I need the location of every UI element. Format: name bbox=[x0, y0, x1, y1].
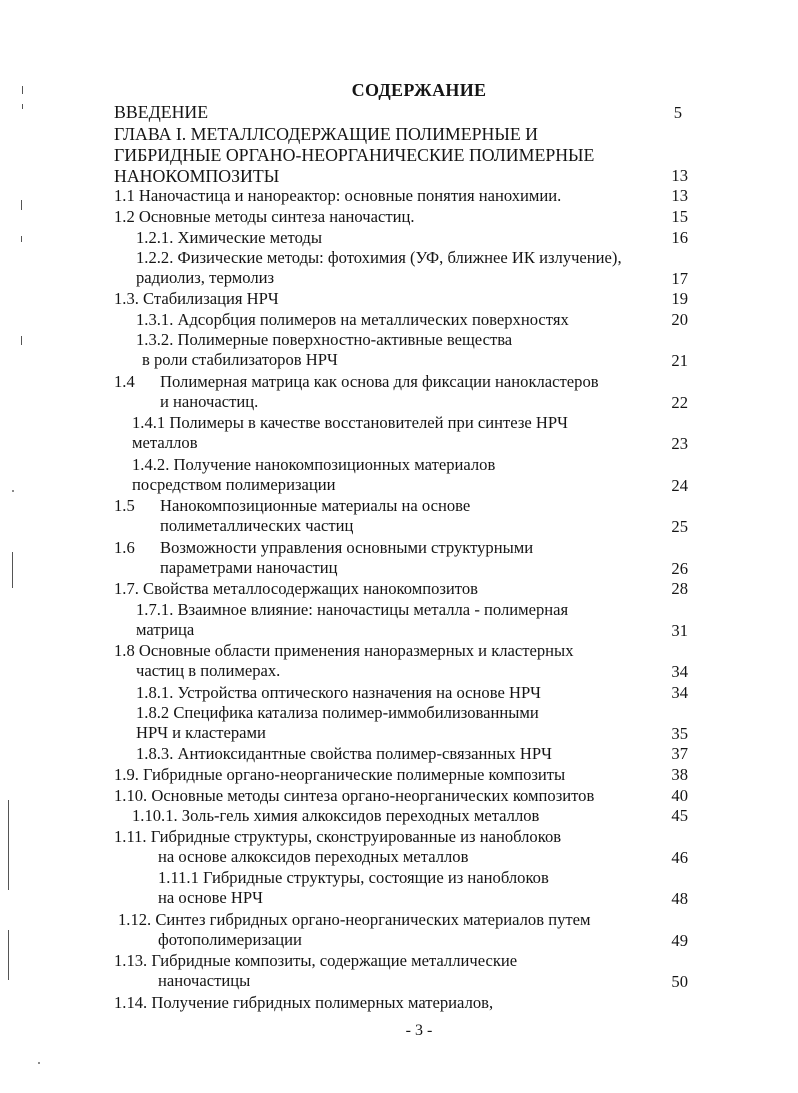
toc-entry-text: радиолиз, термолиз bbox=[136, 268, 275, 287]
toc-entry-text: полиметаллических частиц bbox=[160, 516, 354, 535]
toc-entry-text: 1.3.2. Полимерные поверхностно-активные вещества bbox=[136, 330, 513, 349]
toc-entry-text: наночастицы bbox=[158, 971, 251, 990]
toc-page-number: 49 bbox=[671, 931, 688, 950]
toc-entry-text: 1.9. Гибридные органо-неорганические полимерные композиты bbox=[114, 765, 566, 784]
scan-mark bbox=[22, 86, 23, 94]
toc-page-number: 31 bbox=[671, 621, 688, 640]
toc-entry-text: 1.1 Наночастица и нанореактор: основные понятия нанохимии. bbox=[114, 186, 562, 205]
toc-page-number: 34 bbox=[671, 683, 688, 702]
scan-mark bbox=[8, 800, 9, 890]
scan-mark bbox=[22, 104, 23, 109]
toc-page-number: 24 bbox=[671, 476, 688, 495]
toc-entry-text: 1.7. Свойства металлосодержащих нанокомпозитов bbox=[114, 579, 478, 598]
toc-page-number: 46 bbox=[671, 848, 688, 867]
toc-page-number: 13 bbox=[671, 186, 688, 205]
toc-page-number: 28 bbox=[671, 579, 688, 598]
toc-page-number: 20 bbox=[671, 310, 688, 329]
toc-entry-text: 1.11. Гибридные структуры, сконструированные из наноблоков bbox=[114, 827, 562, 846]
toc-page-number: 35 bbox=[671, 724, 688, 743]
toc-entry-text: 1.3.1. Адсорбция полимеров на металлических поверхностях bbox=[136, 310, 569, 329]
toc-page-number: 34 bbox=[671, 662, 688, 681]
toc-page-number: 17 bbox=[671, 269, 688, 288]
toc-entry-text: 1.7.1. Взаимное влияние: наночастицы металла - полимерная bbox=[136, 600, 569, 619]
toc-entry-text: 1.13. Гибридные композиты, содержащие металлические bbox=[114, 951, 518, 970]
toc-entry-text: 1.8 Основные области применения наноразмерных и кластерных bbox=[114, 641, 574, 660]
toc-entry-text: 1.11.1 Гибридные структуры, состоящие из наноблоков bbox=[158, 868, 549, 887]
toc-entry-text: Нанокомпозиционные материалы на основе bbox=[160, 496, 471, 515]
page-number: - 3 - bbox=[405, 1022, 433, 1039]
toc-entry-text: 1.3. Стабилизация НРЧ bbox=[114, 289, 279, 308]
toc-entry-text: 1.10.1. Золь-гель химия алкоксидов переходных металлов bbox=[132, 806, 540, 825]
toc-entry-text: 1.10. Основные методы синтеза органо-неорганических композитов bbox=[114, 786, 595, 805]
page-title: СОДЕРЖАНИЕ bbox=[351, 80, 487, 100]
toc-entry-text: 1.8.2 Специфика катализа полимер-иммобилизованными bbox=[136, 703, 539, 722]
toc-entry-text: ГЛАВА I. МЕТАЛЛСОДЕРЖАЩИЕ ПОЛИМЕРНЫЕ И bbox=[114, 124, 538, 144]
toc-page-number: 23 bbox=[671, 434, 688, 453]
toc-page-number: 21 bbox=[671, 351, 688, 370]
toc-page-number: 50 bbox=[671, 972, 688, 991]
toc-entry-text: 1.14. Получение гибридных полимерных материалов, bbox=[114, 993, 494, 1012]
toc-page-number: 13 bbox=[671, 166, 688, 185]
toc-entry-text: 1.2.1. Химические методы bbox=[136, 228, 322, 247]
toc-page-number: 19 bbox=[671, 289, 688, 308]
toc-entry-text: и наночастиц. bbox=[160, 392, 259, 411]
toc-page-number: 37 bbox=[671, 744, 688, 763]
toc-page-number: 26 bbox=[671, 559, 688, 578]
toc-entry-text: 1.8.1. Устройства оптического назначения на основе НРЧ bbox=[136, 683, 541, 702]
toc-page-number: 15 bbox=[671, 207, 688, 226]
scan-mark bbox=[21, 200, 22, 210]
toc-entry-text: в роли стабилизаторов НРЧ bbox=[142, 350, 338, 369]
toc-entry-text: 1.4.1 Полимеры в качестве восстановителей при синтезе НРЧ bbox=[132, 413, 568, 432]
toc-entry-text: на основе НРЧ bbox=[158, 888, 263, 907]
scan-mark bbox=[8, 930, 9, 980]
toc-entry-text: 1.8.3. Антиоксидантные свойства полимер-связанных НРЧ bbox=[136, 744, 552, 763]
toc-entry-text: матрица bbox=[136, 620, 195, 639]
toc-page-number: 22 bbox=[671, 393, 688, 412]
scan-mark bbox=[21, 336, 22, 345]
toc-entry-text: 1.2 Основные методы синтеза наночастиц. bbox=[114, 207, 415, 226]
scan-mark bbox=[21, 236, 22, 242]
scan-mark bbox=[12, 490, 14, 492]
toc-page-number: 40 bbox=[671, 786, 688, 805]
toc-page-number: 38 bbox=[671, 765, 688, 784]
toc-entry-text: частиц в полимерах. bbox=[136, 661, 281, 680]
toc-entry-text: НАНОКОМПОЗИТЫ bbox=[114, 166, 280, 186]
toc-entry-text: Возможности управления основными структурными bbox=[160, 538, 534, 557]
toc-entry-text: Полимерная матрица как основа для фиксации нанокластеров bbox=[160, 372, 599, 391]
toc-entry-text: посредством полимеризации bbox=[132, 475, 336, 494]
toc-entry-number: 1.4 bbox=[114, 372, 135, 391]
toc-entry-text: на основе алкоксидов переходных металлов bbox=[158, 847, 469, 866]
toc-page-number: 45 bbox=[671, 806, 688, 825]
toc-entry-text: ГИБРИДНЫЕ ОРГАНО-НЕОРГАНИЧЕСКИЕ ПОЛИМЕРНЫЕ bbox=[114, 145, 595, 165]
toc-entry-text: 1.12. Синтез гибридных органо-неорганических материалов путем bbox=[118, 910, 591, 929]
toc-entry-text: НРЧ и кластерами bbox=[136, 723, 266, 742]
toc-entry-number: 1.5 bbox=[114, 496, 135, 515]
toc-entry-text: металлов bbox=[132, 433, 198, 452]
toc-entry-text: параметрами наночастиц bbox=[160, 558, 338, 577]
toc-page-number: 16 bbox=[671, 228, 688, 247]
toc-page-number: 25 bbox=[671, 517, 688, 536]
scan-mark bbox=[38, 1062, 40, 1064]
toc-entry-text: фотополимеризации bbox=[158, 930, 302, 949]
toc-entry-text: 1.2.2. Физические методы: фотохимия (УФ, ближнее ИК излучение), bbox=[136, 248, 622, 267]
scan-mark bbox=[12, 552, 13, 588]
toc-page-number: 5 bbox=[673, 103, 682, 122]
toc-page-number: 48 bbox=[671, 889, 688, 908]
toc-entry-text: ВВЕДЕНИЕ bbox=[114, 102, 209, 122]
toc-entry-number: 1.6 bbox=[114, 538, 135, 557]
toc-entry-text: 1.4.2. Получение нанокомпозиционных материалов bbox=[132, 455, 496, 474]
